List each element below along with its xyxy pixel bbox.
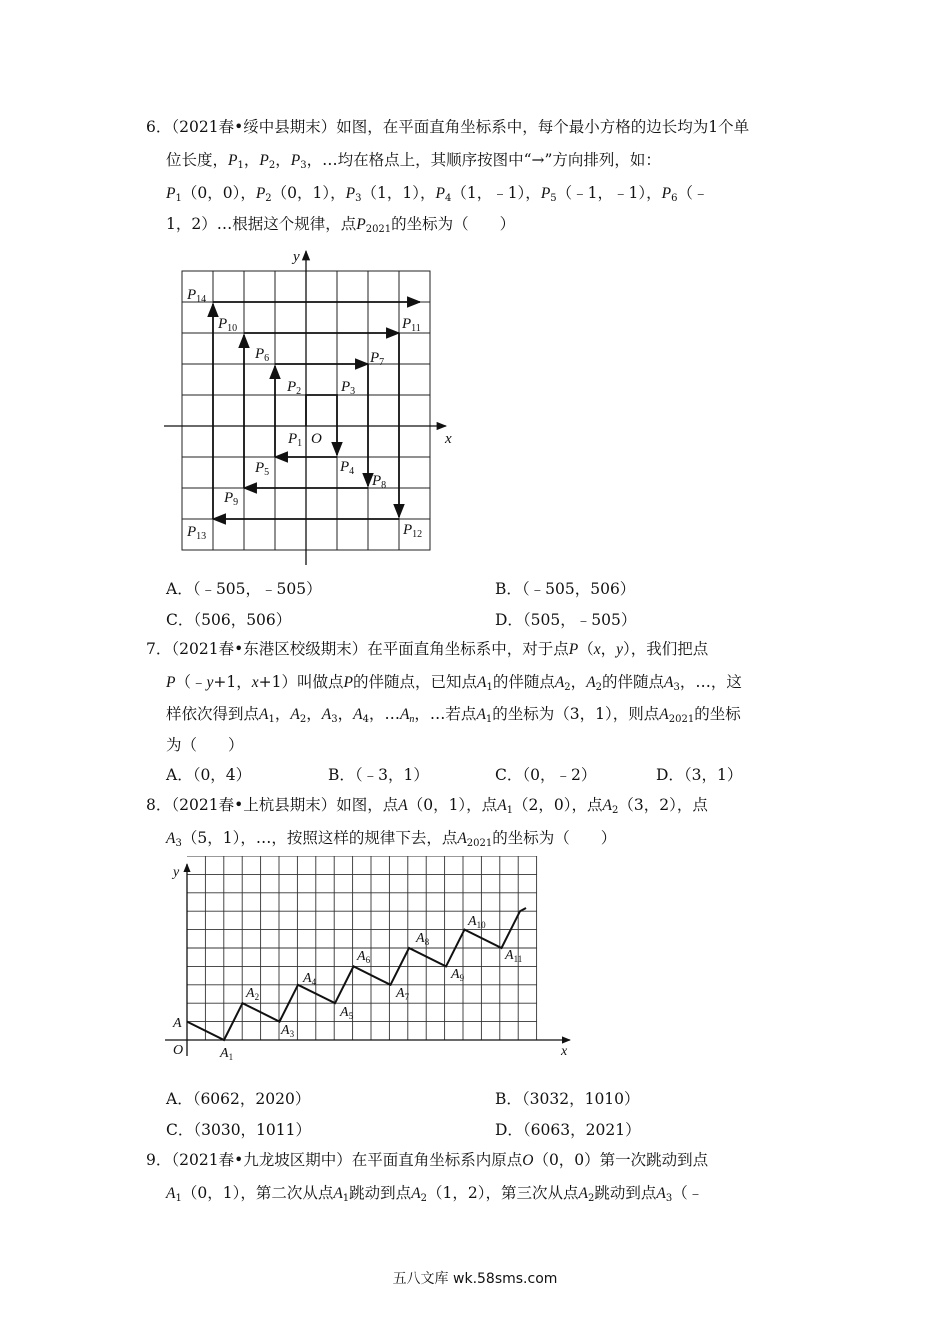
- q7-line3: 样依次得到点$A_1$，$A_2$，$A_3$，$A_4$，$\dots A_n$，…若点$A_1$的坐标为（3，1），则点$A_{2021}$的坐标: [166, 705, 741, 725]
- axes: [164, 251, 446, 565]
- label-A8: $A_8$: [416, 931, 430, 947]
- label-A9: $A_9$: [451, 967, 465, 983]
- q6-option-a[interactable]: A．（﹣505，﹣505）: [166, 580, 322, 598]
- q8-option-b[interactable]: B．（3032，1010）: [495, 1090, 640, 1108]
- q7-line1: 7．（2021春•东港区校级期末）在平面直角坐标系中，对于点P（x，y），我们把点: [146, 640, 709, 658]
- footer-watermark: 五八文库 wk.58sms.com: [392, 1271, 558, 1287]
- q6-line1: 6．（2021春•绥中县期末）如图，在平面直角坐标系中，每个最小方格的边长均为1个单: [146, 118, 750, 136]
- grid: [187, 856, 537, 1040]
- label-P2: $P_2$: [287, 379, 302, 397]
- label-P11: $P_{11}$: [402, 316, 421, 334]
- label-P13: $P_{13}$: [187, 524, 207, 542]
- label-P7: $P_7$: [370, 350, 385, 368]
- q7-option-d[interactable]: D．（3，1）: [656, 766, 743, 784]
- q6-line4: 1，2）…根据这个规律，点$P_{2021}$的坐标为（ ）: [166, 215, 516, 235]
- q6-option-d[interactable]: D．（505，﹣505）: [495, 611, 637, 629]
- label-P10: $P_{10}$: [218, 316, 238, 334]
- q8-line1: 8．（2021春•上杭县期末）如图，点A（0，1），点$A_1(2$，0），点$A_2(3$，2），点: [146, 796, 708, 816]
- label-O: O: [311, 431, 322, 447]
- label-P8: $P_8$: [372, 473, 387, 491]
- label-A3: $A_3$: [281, 1023, 295, 1039]
- q6-line3: $P_1(0$，0），$P_2(0$，1），$P_3(1$，1），$P_4(1$，﹣1），$P_5(﹣1$，﹣1），$P_6(﹣$: [166, 184, 709, 204]
- q9-line1: 9．（2021春•九龙坡区期中）在平面直角坐标系内原点O（0，0）第一次跳动到点: [146, 1151, 709, 1169]
- label-y: y: [293, 249, 300, 265]
- label-A6: $A_6$: [357, 949, 371, 965]
- label-P6: $P_6$: [255, 346, 270, 364]
- q6-spiral-figure: [158, 245, 458, 575]
- q7-option-b[interactable]: B．（﹣3，1）: [328, 766, 429, 784]
- label-A4: $A_4$: [303, 971, 317, 987]
- q9-line2: $A_1(0$，1），第二次从点$A_1$跳动到点$A_2(1$，2），第三次从点$A_2$跳动到点$A_3(﹣$: [166, 1184, 704, 1204]
- q7-line2: P（﹣y+1，x+1）叫做点P的伴随点，已知点$A_1$的伴随点$A_2$，$A_2$的伴随点$A_3$，…，这: [166, 673, 742, 693]
- label-P4: $P_4$: [340, 459, 355, 477]
- q6-line2: 位长度，$P_1$，$P_2$，$P_3$，…均在格点上，其顺序按图中“→”方向排列，如：: [166, 151, 661, 171]
- q6-option-c[interactable]: C．（506，506）: [166, 611, 292, 629]
- label-A10: $A_{10}$: [468, 914, 486, 930]
- label-P1: $P_1$: [288, 431, 303, 449]
- label-A5: $A_5$: [340, 1005, 354, 1021]
- q8-option-d[interactable]: D．（6063，2021）: [495, 1121, 641, 1139]
- label-A: A: [173, 1016, 182, 1031]
- label-A7: $A_7$: [396, 986, 410, 1002]
- label-P14: $P_{14}$: [187, 287, 207, 305]
- label-A2: $A_2$: [246, 986, 260, 1002]
- q8-option-c[interactable]: C．（3030，1011）: [166, 1121, 312, 1139]
- label-y: y: [173, 865, 180, 880]
- label-A11: $A_{11}$: [505, 948, 523, 964]
- label-P9: $P_9$: [224, 490, 239, 508]
- q6-option-b[interactable]: B．（﹣505，506）: [495, 580, 636, 598]
- label-P3: $P_3$: [341, 379, 356, 397]
- label-O: O: [173, 1043, 184, 1058]
- q8-zigzag-figure: [160, 856, 580, 1066]
- label-P12: $P_{12}$: [403, 522, 423, 540]
- q8-line2: $A_3(5$，1），…，按照这样的规律下去，点$A_{2021}$的坐标为（ ）: [166, 829, 617, 849]
- q7-option-a[interactable]: A．（0，4）: [166, 766, 252, 784]
- label-P5: $P_5$: [255, 460, 270, 478]
- label-x: x: [445, 431, 452, 447]
- label-x: x: [561, 1044, 568, 1059]
- q8-option-a[interactable]: A．（6062，2020）: [166, 1090, 311, 1108]
- q7-option-c[interactable]: C．（0，﹣2）: [495, 766, 597, 784]
- q7-line4: 为（ ）: [166, 736, 244, 754]
- label-A1: $A_1$: [220, 1046, 234, 1062]
